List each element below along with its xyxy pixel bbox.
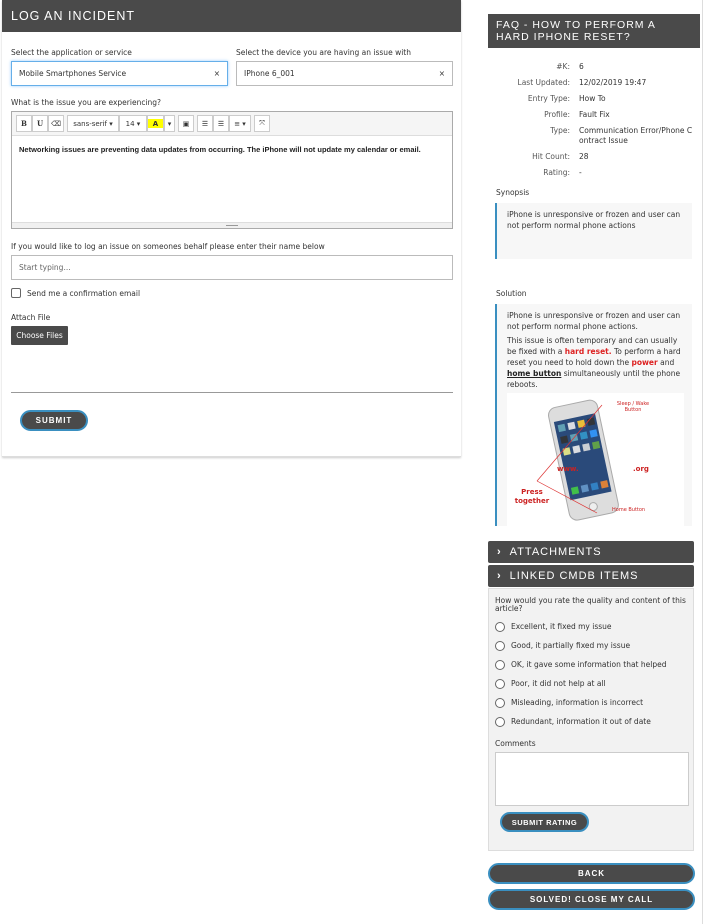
submit-rating-button[interactable]: SUBMIT RATING	[500, 812, 589, 832]
align-dropdown[interactable]: ≡ ▾	[229, 115, 251, 132]
resize-handle[interactable]	[12, 222, 452, 228]
divider	[11, 392, 453, 393]
meta-row: Type: Communication Error/Phone Contract Issue	[550, 126, 693, 145]
clear-icon[interactable]: ×	[438, 69, 445, 78]
faq-meta	[488, 62, 695, 184]
behalf-label: If you would like to log an issue on someones behalf please enter their name below	[11, 242, 325, 251]
device-select[interactable]	[236, 61, 453, 86]
rating-option[interactable]: Redundant, information it out of date	[495, 712, 687, 731]
issue-text[interactable]: Networking issues are preventing data updates from occurring. The iPhone will not update my calendar or email.	[19, 145, 421, 154]
clear-icon[interactable]: ×	[213, 69, 220, 78]
app-value: Mobile Smartphones Service	[19, 69, 127, 78]
svg-text:.org: .org	[633, 465, 649, 473]
issue-label: What is the issue you are experiencing?	[11, 98, 162, 107]
app-label: Select the application or service	[11, 48, 132, 57]
app-select[interactable]	[11, 61, 228, 86]
fullscreen-icon[interactable]: ⤧	[254, 115, 270, 132]
confirmation-checkbox-row[interactable]	[11, 288, 140, 298]
comments-textarea[interactable]	[495, 752, 689, 806]
attachments-accordion[interactable]: › ATTACHMENTS	[488, 541, 694, 563]
comments-label: Comments	[495, 739, 536, 748]
meta-row: Last Updated: 12/02/2019 19:47	[517, 78, 647, 87]
font-family-dropdown[interactable]: sans-serif ▾	[67, 115, 119, 132]
color-dropdown-icon[interactable]: ▾	[164, 115, 175, 132]
meta-row: Rating: -	[543, 168, 582, 177]
device-label: Select the device you are having an issue with	[236, 48, 411, 57]
meta-row: #K: 6	[556, 62, 584, 71]
svg-text:www.: www.	[557, 465, 579, 473]
eraser-icon[interactable]: ⌫	[48, 115, 64, 132]
meta-row: Hit Count: 28	[532, 152, 589, 161]
rating-option[interactable]: Poor, it did not help at all	[495, 674, 687, 693]
device-value: IPhone 6_001	[244, 69, 295, 78]
faq-panel	[480, 0, 703, 924]
meta-row: Entry Type: How To	[527, 94, 606, 103]
bold-button[interactable]: B	[16, 115, 32, 132]
synopsis-label: Synopsis	[496, 188, 530, 197]
iphone-reset-image	[507, 393, 684, 527]
chevron-right-icon: ›	[497, 570, 502, 582]
rating-panel	[488, 588, 694, 851]
rating-option[interactable]: Misleading, information is incorrect	[495, 693, 687, 712]
rating-option[interactable]: Excellent, it fixed my issue	[495, 617, 687, 636]
log-incident-panel	[2, 0, 461, 457]
underline-button[interactable]: U	[32, 115, 48, 132]
meta-row: Profile: Fault Fix	[544, 110, 610, 119]
solved-close-call-button[interactable]: SOLVED! CLOSE MY CALL	[488, 889, 695, 910]
confirmation-label: Send me a confirmation email	[27, 288, 141, 298]
solution-label: Solution	[496, 289, 527, 298]
text-color-icon[interactable]: A	[147, 115, 164, 132]
font-size-dropdown[interactable]: 14 ▾	[119, 115, 147, 132]
submit-button[interactable]: SUBMIT	[20, 410, 88, 431]
confirmation-checkbox[interactable]	[11, 288, 21, 298]
rating-option[interactable]: OK, it gave some information that helped	[495, 655, 687, 674]
svg-text:Press: Press	[521, 488, 543, 496]
picture-icon[interactable]: ▣	[178, 115, 194, 132]
rating-option[interactable]: Good, it partially fixed my issue	[495, 636, 687, 655]
rich-text-editor	[11, 111, 453, 229]
solution-p1: iPhone is unresponsive or frozen and user can not perform normal phone actions.	[507, 311, 681, 331]
numbered-list-icon[interactable]: ☰	[213, 115, 229, 132]
solution-p2: This issue is often temporary and can usually be fixed with a hard reset. To perform a hard reset you need to hold down the power and home button simultaneously until the phone reboots.	[507, 336, 681, 389]
chevron-right-icon: ›	[497, 546, 502, 558]
behalf-input[interactable]: Start typing...	[11, 255, 453, 280]
choose-files-button[interactable]: Choose Files	[11, 326, 68, 345]
editor-toolbar	[12, 112, 452, 136]
attach-label: Attach File	[11, 313, 51, 322]
panel-title: LOG AN INCIDENT	[2, 0, 461, 32]
bullet-list-icon[interactable]: ☰	[197, 115, 213, 132]
solution-box	[495, 304, 692, 526]
svg-text:together: together	[514, 497, 550, 505]
back-button[interactable]: BACK	[488, 863, 695, 884]
linked-cmdb-accordion[interactable]: › LINKED CMDB ITEMS	[488, 565, 694, 587]
synopsis-text: iPhone is unresponsive or frozen and user can not perform normal phone actions	[495, 203, 692, 259]
svg-text:Home Button: Home Button	[612, 507, 646, 513]
image-lettering: Sleep / Wake	[616, 401, 650, 407]
svg-text:Button: Button	[624, 407, 642, 413]
faq-title: FAQ - HOW TO PERFORM A HARD IPHONE RESET?	[488, 14, 700, 48]
rating-question: How would you rate the quality and content of this article?	[495, 596, 686, 613]
